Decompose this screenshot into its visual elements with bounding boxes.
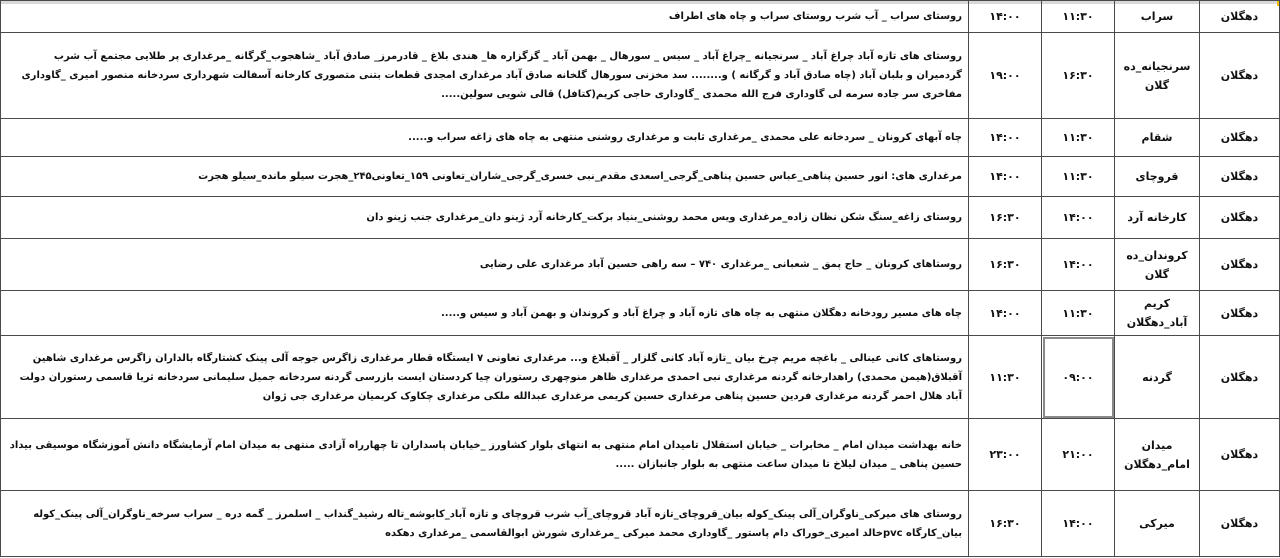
county-cell[interactable]: دهگلان [1200,197,1280,239]
end-time-cell[interactable]: ۱۱:۳۰ [969,336,1042,419]
area-cell[interactable]: سرنجیانه_ده گلان [1115,33,1200,119]
description-cell[interactable]: روستای زاغه_سنگ شکن نظان زاده_مرغداری ویس محمد روشنی_بنیاد برکت_کارخانه آرد ژینو دان_مرغداری جنب ژینو دان [1,197,969,239]
end-time-cell[interactable]: ۱۶:۳۰ [969,197,1042,239]
area-cell[interactable]: شقام [1115,119,1200,157]
start-time-cell[interactable]: ۲۱:۰۰ [1042,419,1115,491]
area-cell[interactable]: کریم آباد_دهگلان [1115,291,1200,336]
end-time-cell[interactable]: ۱۴:۰۰ [969,157,1042,197]
county-cell[interactable]: دهگلان [1200,157,1280,197]
description-cell[interactable]: چاه های مسیر رودخانه دهگلان منتهی به چاه های تازه آباد و چراغ آباد و کروندان و بهمن آباد و سیس و..... [1,291,969,336]
start-time-cell-selected[interactable]: ۰۹:۰۰ [1042,336,1115,419]
end-time-cell[interactable]: ۲۳:۰۰ [969,419,1042,491]
county-cell[interactable]: دهگلان [1200,119,1280,157]
table-row [1,119,1280,157]
start-time-cell[interactable]: ۱۱:۳۰ [1042,291,1115,336]
end-time-cell[interactable]: ۱۴:۰۰ [969,1,1042,33]
start-time-cell[interactable]: ۱۴:۰۰ [1042,491,1115,557]
area-cell[interactable]: میدان امام_دهگلان [1115,419,1200,491]
description-cell[interactable]: روستاهای کانی عینالی _ باغچه مریم چرخ بیان _تازه آباد کانی گلزار _ آقبلاغ و... مرغداری تعاونی ۷ ایستگاه قطار مرغداری زاگرس جوجه آلی پینک کشتارگاه بالداران زاگرس مرغداری شاهین آقبلاق(هیمن محمدی) راهدارخانه گردنه مرغداری نبی احمدی مرغداری ظاهر منوچهری رستوران چیا کردستان ایست بازرسی گردنه سردخانه جمیل سلیمانی سردخانه ثریا قاسمی رستوران دولت آباد هلال احمر گردنه مرغداری فردین حسین پناهی مرغداری حسین کریمی مرغداری عبدالله ملکی مرغداری چکاوک کربمیان مرغداری جی ژوان [1,336,969,419]
start-time-cell[interactable]: ۱۴:۰۰ [1042,239,1115,291]
county-cell[interactable]: دهگلان [1200,419,1280,491]
table-row [1,336,1280,419]
start-time-cell[interactable]: ۱۶:۳۰ [1042,33,1115,119]
description-cell[interactable]: روستاهای کرونان _ حاج پمق _ شعبانی _مرغداری ۷۴۰ – سه راهی حسین آباد مرغداری علی رضایی [1,239,969,291]
end-time-cell[interactable]: ۱۴:۰۰ [969,291,1042,336]
area-cell[interactable]: کارخانه آرد [1115,197,1200,239]
table-row [1,1,1280,33]
description-cell[interactable]: مرغداری های: انور حسین پناهی_عباس حسین پناهی_گرجی_اسعدی مقدم_نبی خسری_گرجی_شاران_تعاونی ۱۵۹_تعاونی۲۴۵_هجرت سیلو مانده_سیلو هجرت [1,157,969,197]
description-cell[interactable]: خانه بهداشت میدان امام _ مخابرات _ خیابان استقلال تامیدان امام منتهی به انتهای بلوار کشاورز _خیابان پاسداران تا چهارراه آزادی منتهی به میدان امام آزمایشگاه دانش آموزشگاه موسیقی بیداد حسین پناهی _ میدان لیلاخ تا میدان ساعت منتهی به بلوار جانبازان ..... [1,419,969,491]
area-cell[interactable]: قروچای [1115,157,1200,197]
start-time-cell[interactable]: ۱۱:۳۰ [1042,1,1115,33]
county-cell[interactable]: دهگلان [1200,491,1280,557]
end-time-cell[interactable]: ۱۶:۳۰ [969,239,1042,291]
table-row [1,197,1280,239]
area-cell[interactable]: سراب [1115,1,1200,33]
area-cell[interactable]: میرکی [1115,491,1200,557]
end-time-cell[interactable]: ۱۴:۰۰ [969,119,1042,157]
county-cell[interactable]: دهگلان [1200,239,1280,291]
description-cell[interactable]: روستای سراب _ آب شرب روستای سراب و چاه های اطراف [1,1,969,33]
end-time-cell[interactable]: ۱۶:۳۰ [969,491,1042,557]
table-row [1,291,1280,336]
description-cell[interactable]: روستای های تازه آباد چراغ آباد _ سرنجیانه _چراغ آباد _ سیس _ سورهال _ بهمن آباد _ گزگزاره ها_ هندی بلاغ _ قادرمرز_ صادق آباد _شاهجوب_گرگانه _مرغداری پر طلایی مجتمع آب شرب گردمیران و بلبان آباد (چاه صادق آباد و گرگانه ) و........ سد مخزنی سورهال گلخانه صادق آباد مرغداری امجدی قطعات بتنی متصوری کارخانه آسفالت شهرداری سردخانه منصور امیری _گاوداری مفاخری سر جاده سرمه لی گاوداری فرج الله محمدی _گاوداری حاجی کریم(کتافل) قالی شویی سولین..... [1,33,969,119]
county-cell[interactable]: دهگلان [1200,33,1280,119]
description-cell[interactable]: روستای های میرکی_ناوگران_آلی پینک_کوله بیان_قروچای_تازه آباد قروچای_آب شرب قروچای و تازه آباد_کابوشه_تاله رشید_گنداب _ اسلمرز _ گمه دره _ سراب سرخه_ناوگران_آلی پینک_کوله بیان_کارگاه pvcخالد امیری_خوراک دام پاستور _گاوداری محمد میرکی _مرغداری شورش ابوالقاسمی _مرغداری دهکده [1,491,969,557]
table-row [1,157,1280,197]
end-time-cell[interactable]: ۱۹:۰۰ [969,33,1042,119]
area-cell[interactable]: کروندان_ده گلان [1115,239,1200,291]
description-cell[interactable]: چاه آبهای کرونان _ سردخانه علی محمدی _مرغداری ثابت و مرغداری روشنی منتهی به چاه های زاغه سراب و..... [1,119,969,157]
county-cell[interactable]: دهگلان [1200,291,1280,336]
table-row [1,239,1280,291]
start-time-cell[interactable]: ۱۴:۰۰ [1042,197,1115,239]
county-cell[interactable]: دهگلان [1200,336,1280,419]
start-time-cell[interactable]: ۱۱:۳۰ [1042,119,1115,157]
county-cell[interactable]: دهگلان [1200,1,1280,33]
table-row [1,419,1280,491]
area-cell[interactable]: گردنه [1115,336,1200,419]
start-time-cell[interactable]: ۱۱:۳۰ [1042,157,1115,197]
table-row [1,33,1280,119]
table-row [1,491,1280,557]
